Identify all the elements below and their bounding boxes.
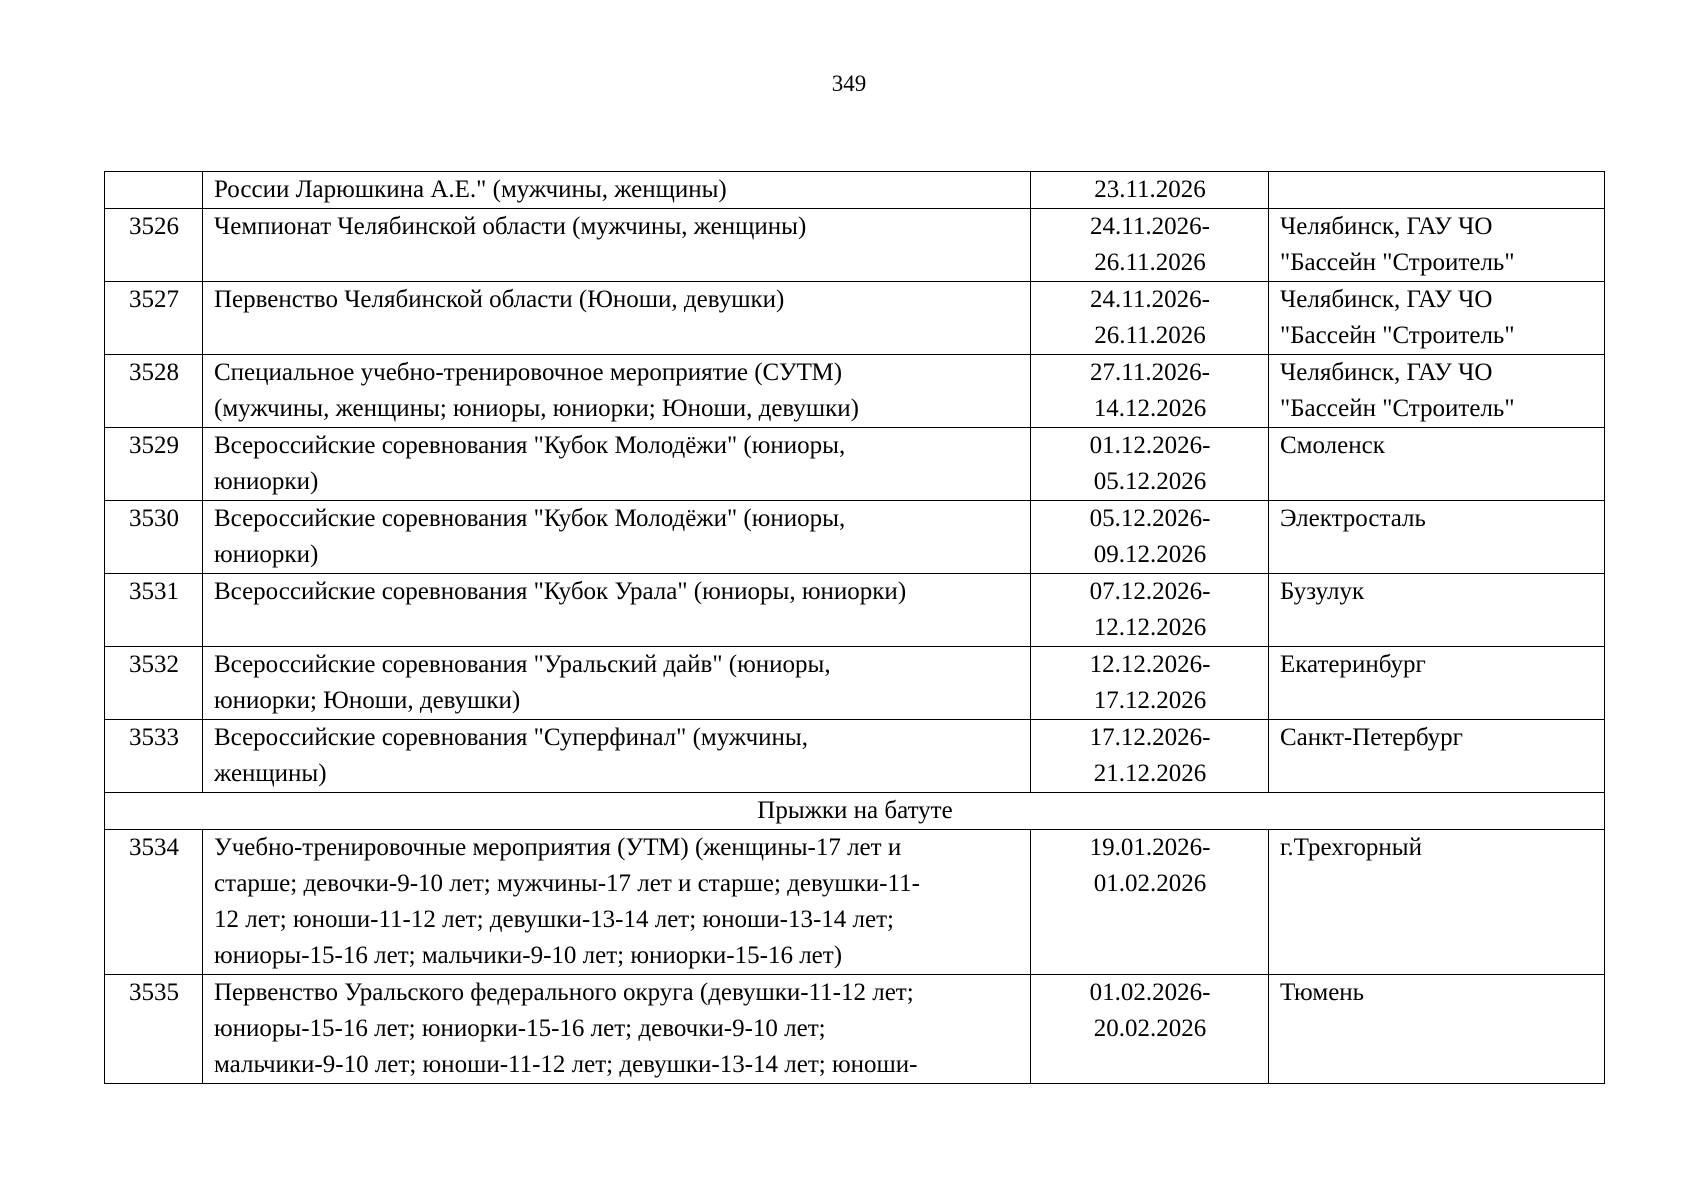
event-name-line: Всероссийские соревнования "Кубок Молодёжи" (юниоры, xyxy=(214,505,846,532)
section-title: Прыжки на батуте xyxy=(105,793,1605,830)
event-name xyxy=(203,172,1031,209)
event-place xyxy=(1269,172,1605,209)
event-dates-line: 19.01.2026- xyxy=(1089,834,1211,861)
event-place xyxy=(1269,355,1605,428)
event-dates xyxy=(1031,574,1269,647)
event-dates-line: 27.11.2026- xyxy=(1090,359,1210,386)
event-place-line xyxy=(1280,172,1594,208)
table-row xyxy=(105,647,1605,720)
table-row xyxy=(105,975,1605,1084)
event-dates-line: 14.12.2026 xyxy=(1093,395,1207,422)
event-place-line: Екатеринбург xyxy=(1280,651,1426,678)
event-number: 3526 xyxy=(105,209,203,282)
event-name xyxy=(203,574,1031,647)
event-name-line: женщины) xyxy=(214,760,327,787)
event-name xyxy=(203,282,1031,355)
event-dates-line: 23.11.2026 xyxy=(1094,176,1206,203)
event-name-line: (мужчины, женщины; юниоры, юниорки; Юноши, девушки) xyxy=(214,395,859,422)
event-place xyxy=(1269,574,1605,647)
table-row xyxy=(105,428,1605,501)
event-name-line: юниоры-15-16 лет; юниорки-15-16 лет; девочки-9-10 лет; xyxy=(214,1015,826,1042)
event-dates-line: 05.12.2026- xyxy=(1089,505,1211,532)
event-dates-line: 21.12.2026 xyxy=(1093,760,1207,787)
event-place xyxy=(1269,428,1605,501)
event-name-line: юниорки) xyxy=(214,541,319,568)
event-name xyxy=(203,975,1031,1084)
event-place-line: Челябинск, ГАУ ЧО xyxy=(1280,286,1493,313)
event-place-line: Бузулук xyxy=(1280,578,1365,605)
event-name xyxy=(203,647,1031,720)
event-dates xyxy=(1031,282,1269,355)
event-number: 3530 xyxy=(105,501,203,574)
event-dates-line: 20.02.2026 xyxy=(1093,1015,1207,1042)
event-name xyxy=(203,720,1031,793)
event-dates-line: 17.12.2026- xyxy=(1089,724,1211,751)
table-row xyxy=(105,355,1605,428)
event-number: 3532 xyxy=(105,647,203,720)
table-row xyxy=(105,172,1605,209)
event-place-line: Тюмень xyxy=(1280,979,1365,1006)
event-dates xyxy=(1031,975,1269,1084)
event-name-line: юниорки; Юноши, девушки) xyxy=(214,687,521,714)
event-dates xyxy=(1031,172,1269,209)
table-row xyxy=(105,830,1605,975)
event-dates-line: 05.12.2026 xyxy=(1093,468,1207,495)
event-name-line: Первенство Челябинской области (Юноши, девушки) xyxy=(214,286,785,313)
event-dates-line: 09.12.2026 xyxy=(1093,541,1207,568)
section-header-row xyxy=(105,793,1605,830)
event-number: 3535 xyxy=(105,975,203,1084)
event-place-line: "Бассейн "Строитель" xyxy=(1280,395,1515,422)
event-dates xyxy=(1031,355,1269,428)
event-name-line: мальчики-9-10 лет; юноши-11-12 лет; девушки-13-14 лет; юноши- xyxy=(214,1051,918,1078)
event-name xyxy=(203,428,1031,501)
event-dates-line: 12.12.2026- xyxy=(1089,651,1211,678)
table-row xyxy=(105,574,1605,647)
event-dates xyxy=(1031,647,1269,720)
event-name-line: Учебно-тренировочные мероприятия (УТМ) (женщины-17 лет и xyxy=(214,834,902,861)
event-place xyxy=(1269,647,1605,720)
page-number: 349 xyxy=(831,71,867,96)
event-name-line: Всероссийские соревнования "Кубок Молодёжи" (юниоры, xyxy=(214,432,846,459)
event-dates-line: 17.12.2026 xyxy=(1093,687,1207,714)
event-name xyxy=(203,830,1031,975)
event-place-line: г.Трехгорный xyxy=(1280,834,1422,861)
event-dates-line: 24.11.2026- xyxy=(1090,286,1210,313)
event-name-line: Всероссийские соревнования "Уральский дайв" (юниоры, xyxy=(214,651,831,678)
event-dates xyxy=(1031,209,1269,282)
event-place xyxy=(1269,501,1605,574)
event-place xyxy=(1269,282,1605,355)
event-place xyxy=(1269,209,1605,282)
event-name-line: России Ларюшкина А.Е." (мужчины, женщины) xyxy=(214,176,727,203)
events-table xyxy=(104,171,1605,1084)
event-dates-line: 01.02.2026- xyxy=(1089,979,1211,1006)
table-row xyxy=(105,209,1605,282)
event-name-line: 12 лет; юноши-11-12 лет; девушки-13-14 лет; юноши-13-14 лет; xyxy=(214,906,894,933)
table-row xyxy=(105,720,1605,793)
event-dates-line: 26.11.2026 xyxy=(1094,249,1206,276)
event-number: 3533 xyxy=(105,720,203,793)
event-name xyxy=(203,501,1031,574)
event-name-line: Специальное учебно-тренировочное мероприятие (СУТМ) xyxy=(214,359,843,386)
event-place-line: Смоленск xyxy=(1280,432,1385,459)
event-place-line: Электросталь xyxy=(1280,505,1426,532)
event-name-line: Чемпионат Челябинской области (мужчины, женщины) xyxy=(214,213,807,240)
event-place-line: "Бассейн "Строитель" xyxy=(1280,249,1515,276)
event-name-line: старше; девочки-9-10 лет; мужчины-17 лет и старше; девушки-11- xyxy=(214,870,920,897)
event-dates-line: 07.12.2026- xyxy=(1089,578,1211,605)
event-place xyxy=(1269,720,1605,793)
event-dates xyxy=(1031,720,1269,793)
event-dates xyxy=(1031,501,1269,574)
event-place xyxy=(1269,975,1605,1084)
event-place-line: "Бассейн "Строитель" xyxy=(1280,322,1515,349)
event-name-line: Всероссийские соревнования "Кубок Урала" (юниоры, юниорки) xyxy=(214,578,907,605)
event-name-line: юниорки) xyxy=(214,468,319,495)
event-number: 3529 xyxy=(105,428,203,501)
event-name-line: Всероссийские соревнования "Суперфинал" (мужчины, xyxy=(214,724,808,751)
event-dates xyxy=(1031,428,1269,501)
event-place xyxy=(1269,830,1605,975)
table-row xyxy=(105,501,1605,574)
event-number: 3527 xyxy=(105,282,203,355)
event-dates-line: 01.12.2026- xyxy=(1089,432,1211,459)
event-name xyxy=(203,355,1031,428)
events-table-body xyxy=(105,172,1605,1084)
table-row xyxy=(105,282,1605,355)
event-dates-line: 12.12.2026 xyxy=(1093,614,1207,641)
event-number xyxy=(105,172,203,209)
event-name-line: Первенство Уральского федерального округа (девушки-11-12 лет; xyxy=(214,979,914,1006)
event-number: 3534 xyxy=(105,830,203,975)
event-number: 3531 xyxy=(105,574,203,647)
event-name xyxy=(203,209,1031,282)
event-name-line: юниоры-15-16 лет; мальчики-9-10 лет; юниорки-15-16 лет) xyxy=(214,942,843,969)
event-dates-line: 26.11.2026 xyxy=(1094,322,1206,349)
event-dates-line: 24.11.2026- xyxy=(1090,213,1210,240)
event-dates-line: 01.02.2026 xyxy=(1093,870,1207,897)
event-number: 3528 xyxy=(105,355,203,428)
event-dates xyxy=(1031,830,1269,975)
event-place-line: Челябинск, ГАУ ЧО xyxy=(1280,213,1493,240)
event-place-line: Челябинск, ГАУ ЧО xyxy=(1280,359,1493,386)
event-place-line: Санкт-Петербург xyxy=(1280,724,1463,751)
